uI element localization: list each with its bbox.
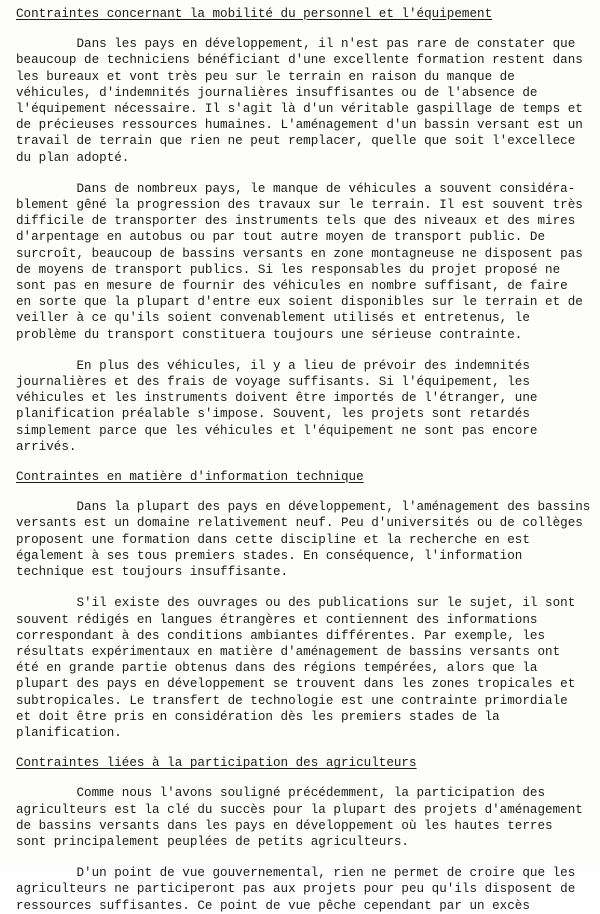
- paragraph: [16, 181, 586, 343]
- section-heading-participation-agriculteurs: Contraintes liées à la participation des agriculteurs: [16, 756, 417, 771]
- text-line: problème du transport constituera toujours une sérieuse contrainte.: [16, 327, 523, 342]
- paragraph: [16, 785, 586, 850]
- text-line: souvent rédigés en langues étrangères et contiennent des informations: [16, 612, 538, 627]
- text-line: du plan adopté.: [16, 150, 130, 165]
- text-line: Dans de nombreux pays, le manque de véhicules a souvent considéra-: [16, 181, 576, 196]
- text-line: D'un point de vue gouvernemental, rien ne permet de croire que les: [16, 866, 576, 881]
- text-line: journalières et des frais de voyage suffisants. Si l'équipement, les: [16, 375, 530, 390]
- text-line: Dans les pays en développement, il n'est pas rare de constater que: [16, 37, 576, 52]
- text-line: résultats expérimentaux en matière d'aménagement de bassins versants ont: [16, 644, 561, 659]
- paragraph: [16, 865, 586, 914]
- paragraph: [16, 358, 586, 455]
- text-line: l'équipement nécessaire. Il s'agit là d'un véritable gaspillage de temps et: [16, 102, 583, 117]
- text-line: surcroît, beaucoup de bassins versants en zone montagneuse ne disposent pas: [16, 246, 583, 261]
- text-line: beaucoup de techniciens bénéficiant d'une excellente formation restent dans: [16, 53, 583, 68]
- text-line: agriculteurs ne participeront pas aux projets pour peu qu'ils disposent de: [16, 882, 576, 897]
- text-line: de précieuses ressources humaines. L'aménagement d'un bassin versant est un: [16, 118, 583, 133]
- text-line: subtropicales. Le transfert de technologie est une contrainte primordiale: [16, 693, 568, 708]
- section-heading-information-technique: Contraintes en matière d'information technique: [16, 470, 364, 485]
- text-line: planification.: [16, 725, 122, 740]
- text-line: difficile de transporter des instruments tels que des niveaux et des mires: [16, 214, 576, 229]
- text-line: véhicules, d'indemnités journalières insuffisantes ou de l'absence de: [16, 85, 538, 100]
- text-line: S'il existe des ouvrages ou des publications sur le sujet, il sont: [16, 596, 576, 611]
- paragraph: [16, 595, 586, 741]
- text-line: véhicules et les instruments doivent être importés de l'étranger, une: [16, 391, 538, 406]
- text-line: simplement parce que les véhicules et l'équipement ne sont pas encore: [16, 423, 538, 438]
- text-line: En plus des véhicules, il y a lieu de prévoir des indemnités: [16, 358, 530, 373]
- text-line: agriculteurs est la clé du succès pour la plupart des projets d'aménagement: [16, 802, 583, 817]
- text-line: arrivés.: [16, 439, 77, 454]
- text-line: technique est toujours insuffisante.: [16, 565, 289, 580]
- text-line: en sorte que la plupart d'entre eux soient disponibles sur le terrain et de: [16, 295, 583, 310]
- text-line: planification préalable s'impose. Souvent, les projets sont retardés: [16, 407, 530, 422]
- text-line: travail de terrain que rien ne peut remplacer, quelle que soit l'excellece: [16, 134, 576, 149]
- text-line: de bassins versants dans les pays en développement où les hautes terres: [16, 818, 553, 833]
- text-line: sont pas en mesure de fournir des véhicules en nombre suffisant, de faire: [16, 279, 568, 294]
- paragraph: [16, 499, 591, 580]
- text-line: été en grande partie obtenus dans des régions tempérées, alors que la: [16, 661, 538, 676]
- text-line: d'arpentage en autobus ou par tout autre moyen de transport public. De: [16, 230, 546, 245]
- text-line: les bureaux et vont très peu sur le terrain en raison du manque de: [16, 69, 515, 84]
- text-line: également à ses tous premiers stades. En conséquence, l'information: [16, 548, 523, 563]
- section-heading-mobilite: Contraintes concernant la mobilité du personnel et l'équipement: [16, 7, 493, 21]
- text-line: et doit être pris en considération dès les premiers stades de la: [16, 709, 500, 724]
- text-line: proposent une formation dans cette discipline et la recherche en est: [16, 532, 530, 547]
- paragraph: [16, 36, 586, 166]
- text-line: Dans la plupart des pays en développement, l'aménagement des bassins: [16, 500, 591, 515]
- text-line: versants est un domaine relativement neuf. Peu d'universités ou de collèges: [16, 516, 583, 531]
- text-line: de moyens de transport publics. Si les responsables du projet proposé ne: [16, 262, 561, 277]
- text-line: blement gêné la progression des travaux sur le terrain. Il est souvent très: [16, 198, 583, 213]
- text-line: sont principalement peuplées de petits agriculteurs.: [16, 834, 409, 849]
- text-line: ressources suffisantes. Ce point de vue pêche cependant par un excès: [16, 898, 530, 913]
- text-line: plupart des pays en développement se trouvent dans les zones tropicales et: [16, 677, 576, 692]
- text-line: veiller à ce qu'ils soient convenablement utilisés et entretenus, le: [16, 311, 530, 326]
- text-line: Comme nous l'avons souligné précédemment, la participation des: [16, 786, 546, 801]
- text-line: correspondant à des conditions ambiantes différentes. Par exemple, les: [16, 628, 546, 643]
